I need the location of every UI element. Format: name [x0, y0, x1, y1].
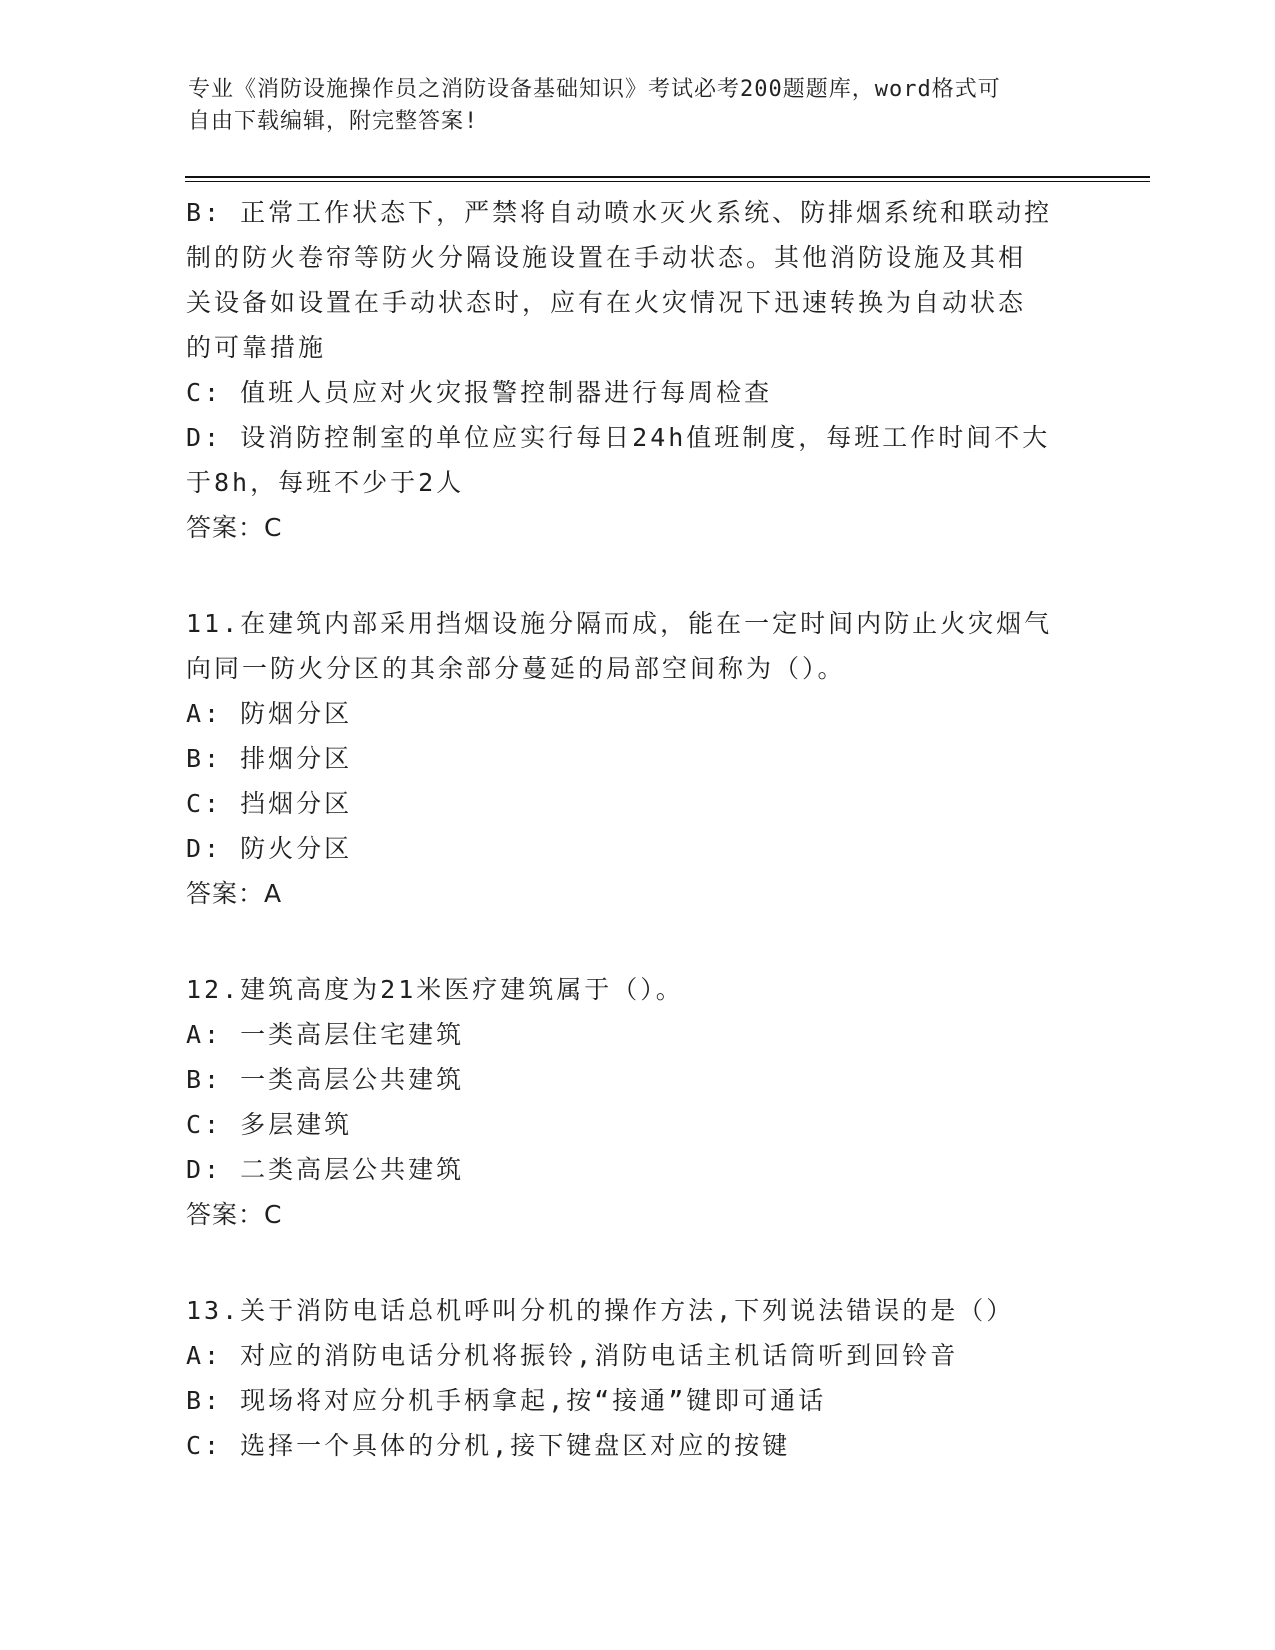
- option-a: A: 对应的消防电话分机将振铃,消防电话主机话筒听到回铃音: [186, 1341, 959, 1370]
- option-b: B: 一类高层公共建筑: [186, 1065, 465, 1094]
- question-10-continued: [186, 190, 1086, 550]
- header-title-line-1: 专业《消防设施操作员之消防设备基础知识》考试必考200题题库，word格式可: [188, 77, 1001, 102]
- option-c: C: 多层建筑: [186, 1110, 353, 1139]
- question-stem-line-1: 11.在建筑内部采用挡烟设施分隔而成，能在一定时间内防止火灾烟气: [186, 609, 1053, 638]
- option-d: D: 防火分区: [186, 834, 353, 863]
- answer: 答案：A: [186, 879, 283, 908]
- header-title-line-2: 自由下载编辑，附完整答案!: [188, 109, 479, 134]
- question-stem-line-2: 向同一防火分区的其余部分蔓延的局部空间称为（）。: [186, 654, 846, 683]
- option-a: A: 防烟分区: [186, 699, 353, 728]
- spacer: [186, 1237, 1086, 1288]
- question-12: [186, 967, 1086, 1237]
- document-header: [188, 74, 1068, 138]
- question-stem: 13.关于消防电话总机呼叫分机的操作方法,下列说法错误的是（）: [186, 1296, 1015, 1325]
- option-b: B: 现场将对应分机手柄拿起,按“接通”键即可通话: [186, 1386, 827, 1415]
- option-b-line-2: 制的防火卷帘等防火分隔设施设置在手动状态。其他消防设施及其相: [186, 243, 1027, 272]
- option-b: B: 排烟分区: [186, 744, 353, 773]
- spacer: [186, 916, 1086, 967]
- option-b-line-3: 关设备如设置在手动状态时，应有在火灾情况下迅速转换为自动状态: [186, 288, 1027, 317]
- option-d: D: 二类高层公共建筑: [186, 1155, 465, 1184]
- option-a: A: 一类高层住宅建筑: [186, 1020, 465, 1049]
- question-11: [186, 601, 1086, 916]
- option-b-line-4: 的可靠措施: [186, 333, 327, 362]
- question-content: [186, 190, 1086, 1468]
- answer: 答案：C: [186, 1200, 283, 1229]
- answer: 答案：C: [186, 513, 283, 542]
- option-c: C: 挡烟分区: [186, 789, 353, 818]
- option-d-line-2: 于8h，每班不少于2人: [186, 468, 465, 497]
- question-13: [186, 1288, 1086, 1468]
- option-b-line-1: B: 正常工作状态下，严禁将自动喷水灭火系统、防排烟系统和联动控: [186, 198, 1053, 227]
- option-c: C: 选择一个具体的分机,接下键盘区对应的按键: [186, 1431, 791, 1460]
- option-d-line-1: D: 设消防控制室的单位应实行每日24h值班制度，每班工作时间不大: [186, 423, 1051, 452]
- header-divider-thick: [185, 176, 1150, 178]
- spacer: [186, 550, 1086, 601]
- option-c: C: 值班人员应对火灾报警控制器进行每周检查: [186, 378, 773, 407]
- header-divider-thin: [185, 181, 1150, 182]
- question-stem: 12.建筑高度为21米医疗建筑属于（）。: [186, 975, 684, 1004]
